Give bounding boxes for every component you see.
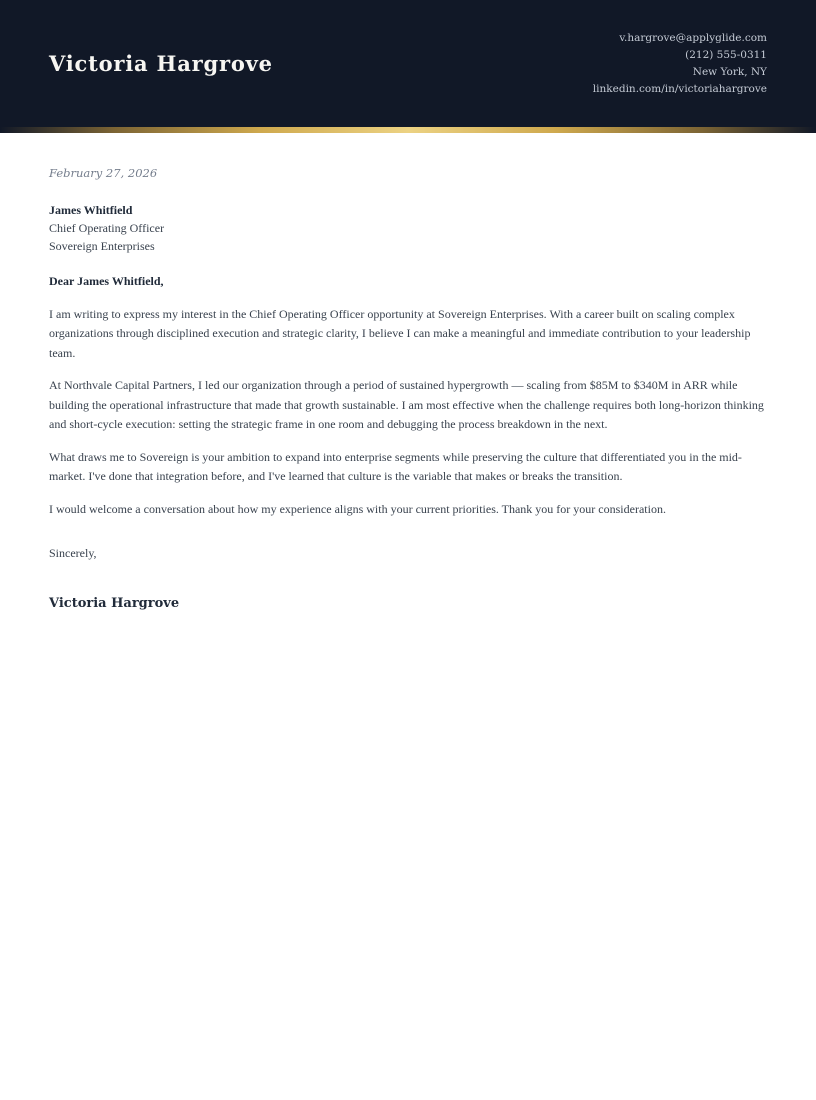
recipient-company: Sovereign Enterprises	[49, 239, 155, 253]
contact-location: New York, NY	[692, 65, 767, 78]
letter-body	[0, 133, 816, 613]
recipient-block	[49, 201, 767, 255]
contact-linkedin: linkedin.com/in/victoriahargrove	[592, 82, 767, 95]
recipient-name: James Whitfield	[49, 203, 133, 217]
signature-name: Victoria Hargrove	[49, 595, 180, 611]
letterhead	[0, 0, 816, 127]
closing: Sincerely,	[49, 546, 97, 560]
paragraph-motivation: What draws me to Sovereign is your ambition to expand into enterprise segments while preserving the culture that differentiated you in the mid-market. I've done that integration before, and I've learned that culture is the variable that makes or breaks the transition.	[49, 449, 742, 483]
contact-phone: (212) 555-0311	[685, 48, 767, 61]
paragraph-call-to-action: I would welcome a conversation about how my experience aligns with your current priorities. Thank you for your consideration.	[49, 501, 666, 516]
contact-info	[593, 30, 767, 98]
recipient-title: Chief Operating Officer	[49, 221, 165, 235]
paragraph-intro: I am writing to express my interest in the Chief Operating Officer opportunity at Sovereign Enterprises. With a career built on scaling complex organizations through disciplined execution and strategic clarity, I believe I can make a meaningful and immediate contribution to your leadership team.	[49, 306, 751, 360]
sender-name: Victoria Hargrove	[49, 51, 273, 76]
paragraph-experience: At Northvale Capital Partners, I led our organization through a period of sustained hypergrowth — scaling from $85M to $340M in ARR while building the operational infrastructure that made that growth sustainable. I am most effective when the challenge requires both long-horizon thinking and short-cycle execution: setting the strategic frame in one room and debugging the process breakdown in the next.	[49, 378, 764, 431]
contact-email: v.hargrove@applyglide.com	[619, 31, 767, 44]
salutation: Dear James Whitfield,	[49, 274, 164, 288]
letter-date: February 27, 2026	[49, 166, 158, 180]
